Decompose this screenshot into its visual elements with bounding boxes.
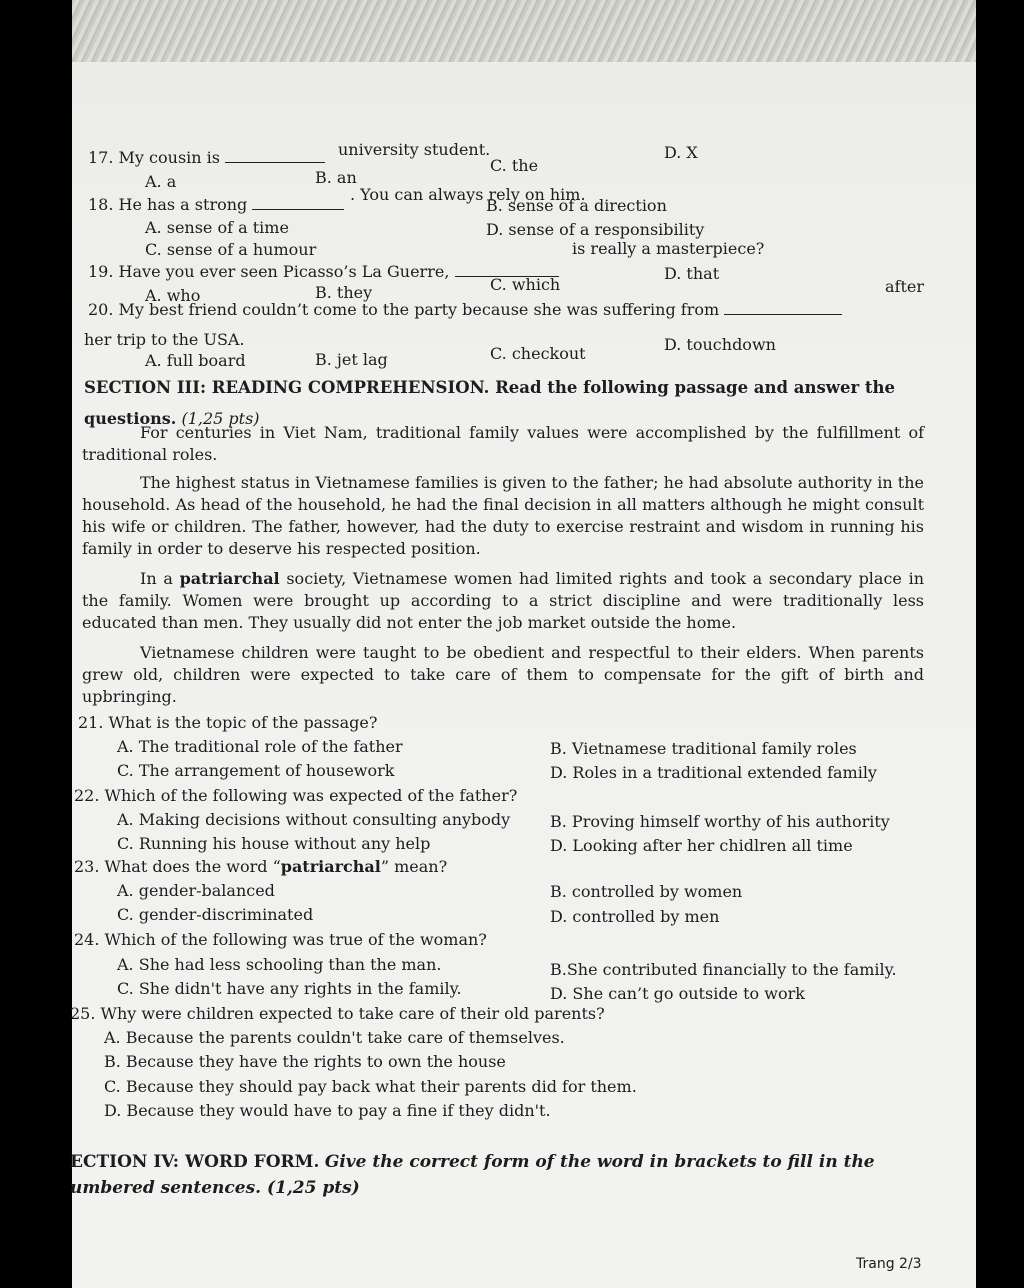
q23-option-d: D. controlled by men [550,907,720,926]
passage-paragraph-1: For centuries in Viet Nam, traditional family values were accomplished by the fulfillment of traditional roles. [82,423,924,464]
q22-stem: 22. Which of the following was expected of the father? [74,786,518,805]
q24-option-c: C. She didn't have any rights in the family. [117,979,462,998]
q19-option-c: C. which [490,275,561,294]
q17-stem-end: university student. [338,140,491,159]
q18-option-d: D. sense of a responsibility [486,220,705,239]
q23-stem: 23. What does the word “patriarchal” mean? [74,857,448,876]
q24-option-d: D. She can’t go outside to work [550,984,805,1003]
q19-option-b: B. they [315,283,373,302]
q21-option-b: B. Vietnamese traditional family roles [550,739,857,758]
q19-stem-end: is really a masterpiece? [572,239,765,258]
passage-paragraph-2: The highest status in Vietnamese families is given to the father; he had absolute authority in the household. As head of the household, he had the final decision in all matters although he might consult his wife or children. The father, however, had the duty to exercise restraint and wisdom in running his family in order to deserve his respected position. [82,473,924,558]
passage-paragraph-4: Vietnamese children were taught to be obedient and respectful to their elders. When parents grew old, children were expected to take care of them to compensate for the gift of birth and upbringing. [82,643,924,706]
q24-option-b: B.She contributed financially to the family. [550,960,897,979]
section3-heading: SECTION III: READING COMPREHENSION. Read the following passage and answer the [84,378,896,397]
q22-option-c: C. Running his house without any help [117,834,431,853]
q18-option-a: A. sense of a time [145,218,289,237]
q21-option-d: D. Roles in a traditional extended family [550,763,877,782]
q20-option-d: D. touchdown [664,335,776,354]
passage-paragraph-3: In a patriarchal society, Vietnamese women had limited rights and took a secondary place in the family. Women were brought up according to a strict discipline and were traditionally less educated than men. They usually did not enter the job market outside the home. [82,569,925,632]
section3-instruction: questions. (1,25 pts) [84,409,260,428]
q19-stem: 19. Have you ever seen Picasso’s La Guerre, [88,262,559,282]
q22-option-b: B. Proving himself worthy of his authority [550,812,890,831]
q20-stem: 20. My best friend couldn’t come to the party because she was suffering from [88,300,842,320]
q19-option-a: A. who [145,286,201,305]
q17-option-b: B. an [315,168,357,187]
q25-option-c: C. Because they should pay back what their parents did for them. [104,1077,637,1096]
q23-option-b: B. controlled by women [550,882,743,901]
q17-option-a: A. a [145,172,177,191]
q17-stem: 17. My cousin is [88,148,325,168]
q25-option-a: A. Because the parents couldn't take care of themselves. [104,1028,565,1047]
q20-option-b: B. jet lag [315,350,388,369]
page-number: Trang 2/3 [856,1256,922,1272]
q18-option-c: C. sense of a humour [145,240,317,259]
patriarchal-term: patriarchal [179,569,280,588]
q17-option-d: D. X [664,143,698,162]
q21-option-a: A. The traditional role of the father [117,737,403,756]
q20-stem-after: after [885,277,925,296]
q23-option-a: A. gender-balanced [117,881,275,900]
q25-option-d: D. Because they would have to pay a fine if they didn't. [104,1101,551,1120]
q24-option-a: A. She had less schooling than the man. [117,955,442,974]
q18-stem: 18. He has a strong [88,195,344,215]
q23-option-c: C. gender-discriminated [117,905,314,924]
q25-option-b: B. Because they have the rights to own the house [104,1052,506,1071]
page-top-edge [72,0,976,62]
q24-stem: 24. Which of the following was true of the woman? [74,930,487,949]
q25-stem: 25. Why were children expected to take care of their old parents? [70,1004,605,1023]
q20-stem-end: her trip to the USA. [84,330,245,349]
q20-option-a: A. full board [145,351,246,370]
q22-option-d: D. Looking after her chidlren all time [550,836,853,855]
q18-option-b: B. sense of a direction [486,196,667,215]
section4-instruction: umbered sentences. (1,25 pts) [70,1178,360,1198]
q21-stem: 21. What is the topic of the passage? [78,713,378,732]
q20-option-c: C. checkout [490,344,586,363]
q17-option-c: C. the [490,156,539,175]
q21-option-c: C. The arrangement of housework [117,761,395,780]
q18-stem-end: . You can always rely on him. [350,185,586,204]
q19-option-d: D. that [664,264,720,283]
q22-option-a: A. Making decisions without consulting anybody [117,810,511,829]
section4-heading: ECTION IV: WORD FORM. Give the correct form of the word in brackets to fill in the [70,1152,875,1172]
